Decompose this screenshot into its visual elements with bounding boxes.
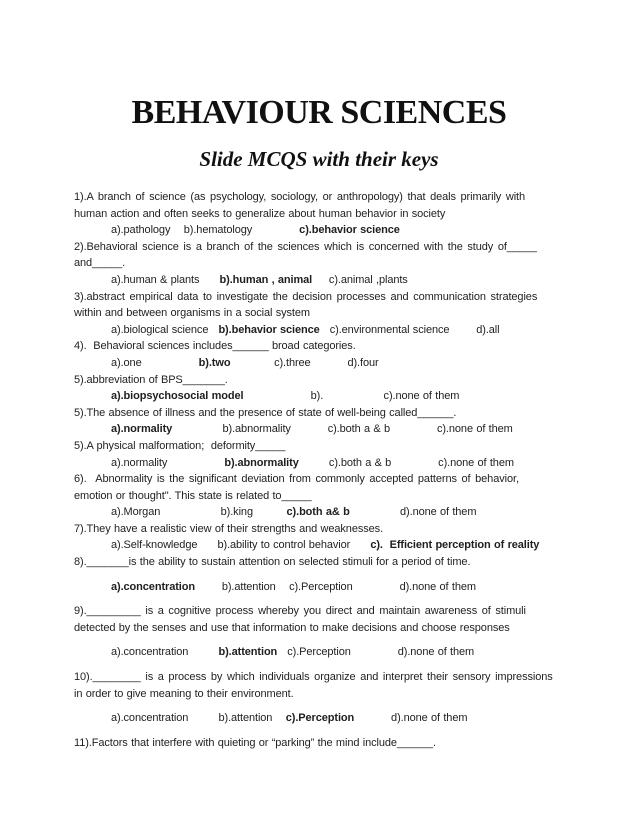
question-block bbox=[74, 289, 564, 339]
text-segment: a).Morgan b).king bbox=[111, 506, 287, 519]
question-block bbox=[74, 554, 564, 595]
question-text-line bbox=[74, 338, 564, 355]
question-block bbox=[74, 603, 564, 661]
options-line bbox=[74, 222, 564, 239]
question-text-line bbox=[74, 255, 564, 272]
answer-key-segment: c).Perception bbox=[285, 712, 355, 725]
text-segment: a).concentration b).attention bbox=[111, 712, 286, 725]
answer-key-segment: b).human , animal bbox=[219, 273, 313, 286]
options-line bbox=[74, 710, 564, 727]
text-segment: 3).abstract empirical data to investigate the decision processes and communication strategies bbox=[74, 290, 538, 303]
options-line bbox=[74, 644, 564, 661]
answer-key-segment: b).behavior science bbox=[218, 323, 320, 336]
text-segment: b).attention c).Perception d).none of them bbox=[194, 580, 476, 593]
text-segment: b). c).none of them bbox=[243, 390, 460, 403]
question-block bbox=[74, 372, 564, 405]
question-text-line bbox=[74, 471, 564, 488]
text-segment: a).biological science bbox=[111, 323, 219, 336]
text-segment: 7).They have a realistic view of their strengths and weaknesses. bbox=[74, 522, 384, 535]
question-block bbox=[74, 405, 564, 438]
text-segment: 5).A physical malformation; deformity_____ bbox=[74, 439, 286, 452]
question-text-line bbox=[74, 686, 564, 703]
text-segment: d).none of them bbox=[354, 712, 468, 725]
answer-key-segment: a).biopsychosocial model bbox=[111, 390, 244, 403]
question-text-line bbox=[74, 206, 564, 223]
answer-key-segment: a).concentration bbox=[111, 580, 195, 593]
text-segment: c).Perception d).none of them bbox=[277, 646, 475, 659]
question-text-line bbox=[74, 735, 564, 752]
question-block bbox=[74, 735, 564, 752]
text-segment: 4). Behavioral sciences includes______ broad categories. bbox=[74, 340, 356, 353]
text-segment: 6). Abnormality is the significant deviation from commonly accepted patterns of behavior, bbox=[74, 473, 519, 486]
text-segment: a).pathology b).hematology bbox=[111, 224, 300, 237]
question-text-line bbox=[74, 438, 564, 455]
text-segment: 11).Factors that interfere with quieting or “parking” the mind include______. bbox=[74, 736, 436, 749]
question-text-line bbox=[74, 289, 564, 306]
question-text-line bbox=[74, 305, 564, 322]
options-line bbox=[74, 504, 564, 521]
text-segment: 5).The absence of illness and the presence of state of well-being called______. bbox=[74, 406, 457, 419]
text-segment: a).concentration bbox=[111, 646, 219, 659]
text-segment: c).environmental science d).all bbox=[319, 323, 500, 336]
options-line bbox=[74, 455, 564, 472]
options-line bbox=[74, 579, 564, 596]
answer-key-segment: b).two bbox=[198, 356, 231, 369]
text-segment: d).none of them bbox=[349, 506, 477, 519]
text-segment: 10).________ is a process by which individuals organize and interpret their sensory impressions bbox=[74, 671, 553, 684]
page-title: BEHAVIOUR SCIENCES bbox=[131, 94, 507, 131]
text-segment: c).animal ,plants bbox=[312, 273, 408, 286]
text-segment: a).human & plants bbox=[111, 273, 220, 286]
page-subtitle: Slide MCQS with their keys bbox=[199, 147, 439, 171]
text-segment: in order to give meaning to their environment. bbox=[74, 687, 294, 700]
answer-key-segment: c). Efficient perception of reality bbox=[370, 539, 540, 552]
question-text-line bbox=[74, 239, 564, 256]
text-segment: c).three d).four bbox=[230, 356, 379, 369]
question-text-line bbox=[74, 603, 564, 620]
question-text-line bbox=[74, 521, 564, 538]
answer-key-segment: c).both a& b bbox=[286, 506, 350, 519]
text-segment: emotion or thought". This state is related to_____ bbox=[74, 489, 312, 502]
question-block bbox=[74, 239, 564, 289]
text-segment: human action and often seeks to generalize about human behavior in society bbox=[74, 207, 446, 220]
text-segment: and_____. bbox=[74, 257, 126, 270]
text-segment: 1).A branch of science (as psychology, sociology, or anthropology) that deals primarily with bbox=[74, 191, 526, 203]
question-block bbox=[74, 471, 564, 521]
question-block bbox=[74, 669, 564, 727]
answer-key-segment: c).behavior science bbox=[299, 224, 400, 237]
text-segment: a).normality bbox=[111, 456, 225, 469]
question-block bbox=[74, 438, 564, 471]
question-text-line bbox=[74, 405, 564, 422]
text-segment: 2).Behavioral science is a branch of the sciences which is concerned with the study of_____ bbox=[74, 240, 537, 253]
question-text-line bbox=[74, 189, 564, 206]
question-text-line bbox=[74, 372, 564, 389]
answer-key-segment: b).attention bbox=[218, 646, 278, 659]
question-text-line bbox=[74, 488, 564, 505]
question-block bbox=[74, 521, 564, 554]
options-line bbox=[74, 272, 564, 289]
question-block bbox=[74, 189, 564, 239]
questions-container bbox=[74, 189, 564, 751]
question-text-line bbox=[74, 669, 564, 686]
text-segment: c).both a & b c).none of them bbox=[298, 456, 514, 469]
text-segment: 5).abbreviation of BPS_______. bbox=[74, 373, 228, 386]
text-segment: 8)._______is the ability to sustain attention on selected stimuli for a period of time. bbox=[74, 556, 471, 569]
text-segment: b).abnormality c).both a & b c).none of them bbox=[172, 423, 513, 436]
question-text-line bbox=[74, 620, 564, 637]
options-line bbox=[74, 355, 564, 372]
text-segment: within and between organisms in a social system bbox=[74, 307, 310, 320]
options-line bbox=[74, 421, 564, 438]
options-line bbox=[74, 537, 564, 554]
question-block bbox=[74, 338, 564, 371]
answer-key-segment: a).normality bbox=[111, 423, 173, 436]
question-text-line bbox=[74, 554, 564, 571]
text-segment: 9)._________ is a cognitive process whereby you direct and maintain awareness of stimuli bbox=[74, 605, 526, 618]
text-segment: detected by the senses and use that information to make decisions and choose responses bbox=[74, 621, 510, 634]
answer-key-segment: b).abnormality bbox=[224, 456, 299, 469]
options-line bbox=[74, 322, 564, 339]
text-segment: a).one bbox=[111, 356, 199, 369]
options-line bbox=[74, 388, 564, 405]
text-segment: a).Self-knowledge b).ability to control behavior bbox=[111, 539, 371, 552]
